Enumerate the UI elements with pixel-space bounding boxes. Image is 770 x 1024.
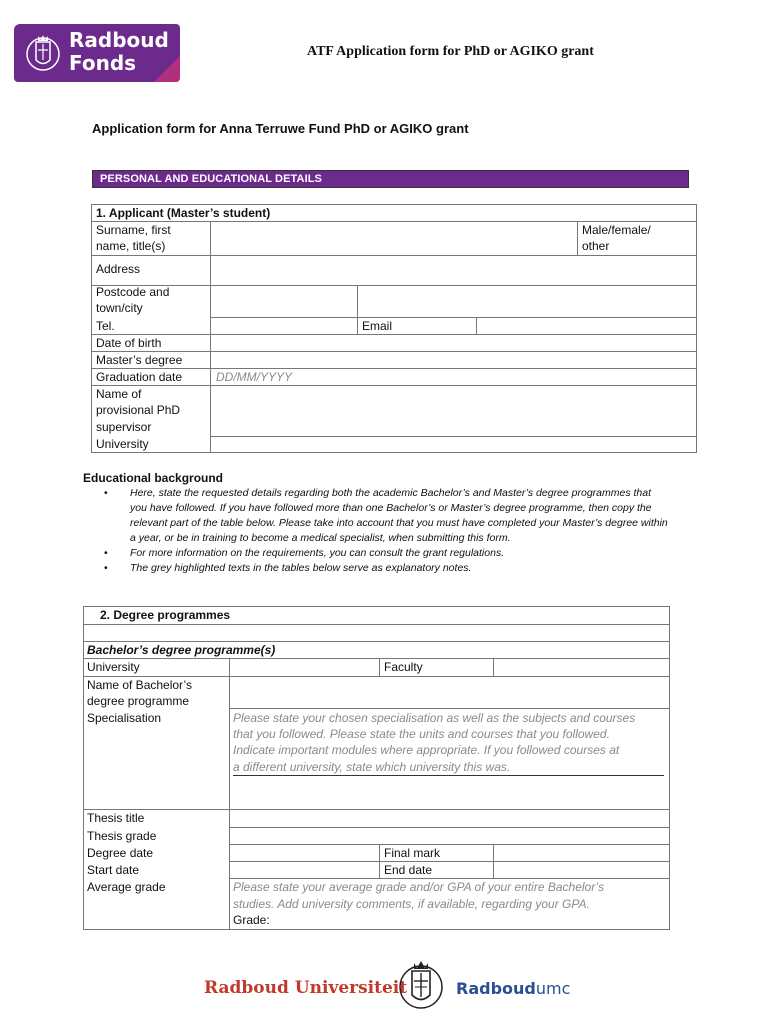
average-grade-label: Average grade [87,880,166,894]
email-field[interactable] [477,318,696,334]
supervisor-label-2: provisional PhD [96,403,181,417]
bachelor-name-field[interactable] [230,677,669,708]
grade-label: Grade: [233,913,270,927]
graduation-label: Graduation date [96,370,183,384]
faculty-field[interactable] [494,659,669,676]
thesis-title-label: Thesis title [87,811,145,825]
applicant-heading: 1. Applicant (Master’s student) [96,206,271,220]
town-field[interactable] [358,286,696,317]
start-date-field[interactable] [230,862,379,878]
gender-label: Male/female/ [582,223,651,237]
degree-date-label: Degree date [87,846,154,860]
supervisor-field[interactable] [211,386,696,436]
average-grade-note: Please state your average grade and/or GPA of your entire Bachelor’s [233,880,605,894]
bachelor-heading: Bachelor’s degree programme(s) [87,643,276,657]
radboud-universiteit-logo: Radboud Universiteit [204,978,408,998]
specialisation-note: Indicate important modules where appropriate. If you followed courses at [233,743,620,757]
degrees-heading: 2. Degree programmes [100,608,231,622]
degree-date-field[interactable] [230,845,379,861]
education-heading: Educational background [83,471,224,485]
supervisor-label: Name of [96,387,142,401]
section-header [92,170,689,188]
bachelor-name-label-2: degree programme [87,694,190,708]
dob-label: Date of birth [96,336,162,350]
masters-label: Master’s degree [96,353,183,367]
dob-field[interactable] [211,335,696,351]
thesis-title-field[interactable] [230,810,669,827]
bullet-item: • The grey highlighted texts in the tables below serve as explanatory notes. [100,561,670,576]
postcode-label-2: town/city [96,301,143,315]
specialisation-note: Please state your chosen specialisation as well as the subjects and courses [233,711,636,725]
crest-icon [24,30,62,76]
radboudumc-part-2: umc [535,979,571,998]
specialisation-note: that you followed. Please state the units and courses that you followed. [233,727,610,741]
university-field[interactable] [211,437,696,452]
postcode-field[interactable] [211,286,357,317]
bachelor-university-label: University [87,660,140,674]
surname-label-2: name, title(s) [96,239,166,253]
masters-field[interactable] [211,352,696,368]
address-field[interactable] [211,256,696,285]
email-label: Email [362,319,393,333]
thesis-grade-label: Thesis grade [87,829,157,843]
bachelor-university-field[interactable] [230,659,379,676]
final-mark-label: Final mark [384,846,441,860]
logo-line-2: Fonds [69,51,137,75]
university-crest-icon [397,955,445,1015]
specialisation-label: Specialisation [87,711,162,725]
supervisor-label-3: supervisor [96,420,152,434]
radboudumc-part-1: Radboud [456,979,536,998]
section-header-label: PERSONAL AND EDUCATIONAL DETAILS [100,173,322,185]
graduation-date-field[interactable]: DD/MM/YYYY [216,370,293,384]
address-label: Address [96,262,141,276]
tel-label: Tel. [96,319,115,333]
specialisation-field[interactable] [230,777,669,809]
bachelor-name-label: Name of Bachelor’s [87,678,192,692]
grade-field[interactable] [275,912,669,929]
document-title: ATF Application form for PhD or AGIKO grant [307,44,594,59]
average-grade-note: studies. Add university comments, if available, regarding your GPA. [233,897,590,911]
radboudumc-logo [456,979,570,998]
postcode-label: Postcode and [96,285,170,299]
logo-line-1: Radboud [69,28,169,52]
end-date-field[interactable] [494,862,669,878]
radboud-fonds-logo [14,24,180,82]
education-bullets [100,486,670,576]
bullet-item: • Here, state the requested details regarding both the academic Bachelor’s and Master’s degree programmes that you have followed. If you have followed more than one Bachelor’s or Master’s degree programme, then copy the relevant part of the table below. Please take into account that you must have completed your Master’s degree within a year, or be in training to become a medical specialist, when submitting this form. [100,486,670,546]
faculty-label: Faculty [384,660,423,674]
form-title: Application form for Anna Terruwe Fund PhD or AGIKO grant [92,121,469,136]
end-date-label: End date [384,863,433,877]
surname-field[interactable] [211,222,577,255]
bullet-item: • For more information on the requirements, you can consult the grant regulations. [100,546,670,561]
surname-label: Surname, first [96,223,171,237]
thesis-grade-field[interactable] [230,828,669,844]
final-mark-field[interactable] [494,845,669,861]
university-label: University [96,437,149,451]
gender-label-2: other [582,239,610,253]
tel-field[interactable] [211,318,357,334]
start-date-label: Start date [87,863,140,877]
specialisation-note: a different university, state which university this was. [233,760,511,774]
